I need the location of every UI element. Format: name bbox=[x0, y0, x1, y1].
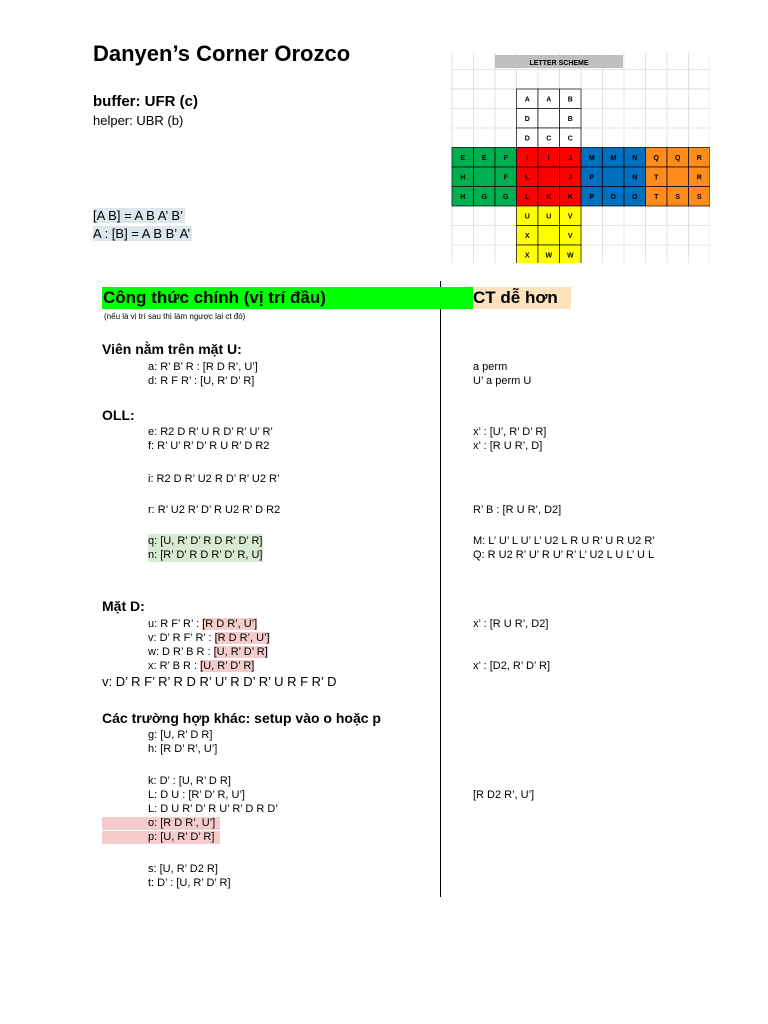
alg-t: t: D’ : [U, R’ D’ R] bbox=[148, 877, 231, 889]
middle-cell-2-2: G bbox=[503, 193, 509, 201]
bottom-cell-2-2: W bbox=[566, 252, 574, 260]
section-u-face-title: Viên nằm trên mặt U: bbox=[102, 341, 242, 357]
middle-cell-2-7: O bbox=[610, 193, 616, 201]
top-cell-2-1: C bbox=[546, 135, 552, 143]
alg-w: w: D R’ B R : [U, R’ D’ R] bbox=[148, 646, 268, 658]
alg-a-alt: a perm bbox=[473, 361, 508, 373]
middle-cell-0-3: I bbox=[526, 154, 529, 162]
middle-cell-1-10-bg bbox=[667, 167, 689, 187]
page-title: Danyen’s Corner Orozco bbox=[93, 41, 351, 66]
alg-d: d: R F R’ : [U, R’ D’ R] bbox=[148, 375, 255, 387]
middle-cell-2-8: O bbox=[632, 193, 638, 201]
alg-u-alt: x’ : [R U R’, D2] bbox=[473, 618, 549, 630]
middle-cell-0-10: Q bbox=[675, 154, 681, 162]
heading-note: (nếu là vị trí sau thì làm ngược lại ct đó) bbox=[104, 312, 246, 321]
top-cell-0-1: A bbox=[546, 96, 552, 104]
letter-cells bbox=[452, 89, 710, 263]
alg-l2: L: D U R’ D’ R U’ R’ D R D’ bbox=[148, 803, 278, 815]
middle-cell-2-0: H bbox=[460, 193, 466, 201]
middle-cell-0-8: N bbox=[632, 154, 638, 162]
letter-scheme-grid bbox=[451, 53, 710, 263]
top-cell-0-0: A bbox=[524, 96, 530, 104]
helper-label: helper: UBR (b) bbox=[93, 113, 184, 128]
alg-e: e: R2 D R’ U R D’ R’ U’ R’ bbox=[148, 426, 273, 438]
middle-cell-0-4: I bbox=[547, 154, 550, 162]
middle-cell-1-11: R bbox=[696, 174, 702, 182]
middle-cell-2-3: L bbox=[525, 193, 530, 201]
bottom-cell-0-1: U bbox=[546, 213, 552, 221]
middle-cell-0-0: E bbox=[460, 154, 466, 162]
alg-f-alt: x’ : [R U R’, D] bbox=[473, 440, 543, 452]
bottom-cell-0-0: U bbox=[524, 213, 530, 221]
middle-cell-2-1: G bbox=[481, 193, 487, 201]
alg-x-alt: x’ : [D2, R’ D’ R] bbox=[473, 660, 551, 672]
alg-i: i: R2 D R’ U2 R D’ R’ U2 R’ bbox=[148, 473, 280, 485]
middle-cell-2-9: T bbox=[654, 193, 659, 201]
bottom-cell-1-1-bg bbox=[538, 226, 560, 246]
alg-o: o: [R D R’, U’] bbox=[148, 817, 216, 829]
middle-cell-1-4-bg bbox=[538, 167, 560, 187]
top-cell-1-1-bg bbox=[538, 109, 560, 129]
middle-cell-2-10: S bbox=[675, 193, 681, 201]
alg-d-alt: U’ a perm U bbox=[473, 375, 532, 387]
middle-cell-1-0: H bbox=[460, 174, 466, 182]
middle-cell-0-1: E bbox=[481, 154, 487, 162]
section-d-face-title: Mặt D: bbox=[102, 598, 145, 614]
middle-cell-2-4: K bbox=[546, 193, 552, 201]
middle-cell-2-11: S bbox=[696, 193, 702, 201]
alg-e-alt: x’ : [U’, R’ D’ R] bbox=[473, 426, 547, 438]
middle-cell-1-2: F bbox=[503, 174, 508, 182]
alg-h: h: [R D’ R’, U’] bbox=[148, 743, 218, 755]
alg-u: u: R F’ R’ : [R D R’, U’] bbox=[148, 618, 258, 630]
alg-f: f: R’ U’ R’ D’ R U R’ D R2 bbox=[148, 440, 270, 452]
alg-g: g: [U, R’ D R] bbox=[148, 729, 213, 741]
middle-cell-1-3: L bbox=[525, 174, 530, 182]
top-cell-1-2: B bbox=[567, 115, 573, 123]
middle-cell-0-6: M bbox=[588, 154, 595, 162]
section-other-title: Các trường hợp khác: setup vào o hoặc p bbox=[102, 710, 381, 726]
middle-cell-2-6: P bbox=[589, 193, 595, 201]
top-cell-0-2: B bbox=[567, 96, 573, 104]
middle-cell-1-6: P bbox=[589, 174, 595, 182]
middle-cell-0-5: J bbox=[568, 154, 573, 162]
alg-q-alt: M: L’ U’ L U’ L’ U2 L R U R’ U R U2 R’ bbox=[473, 535, 655, 547]
bottom-cell-1-2: V bbox=[567, 232, 573, 240]
bottom-cell-1-0: X bbox=[524, 232, 530, 240]
column-divider bbox=[440, 281, 441, 897]
middle-cell-1-8: N bbox=[632, 174, 638, 182]
alg-v-long: v: D’ R F’ R’ R D R’ U’ R D’ R’ U R F R’ D bbox=[102, 674, 337, 689]
buffer-label: buffer: UFR (c) bbox=[93, 93, 198, 110]
top-cell-2-0: D bbox=[524, 135, 530, 143]
alg-n: n: [R’ D’ R D R’ D’ R, U] bbox=[148, 549, 263, 561]
middle-cell-0-9: Q bbox=[653, 154, 659, 162]
top-cell-2-2: C bbox=[567, 135, 573, 143]
middle-cell-1-5: J bbox=[568, 174, 573, 182]
alg-r: r: R’ U2 R’ D’ R U2 R’ D R2 bbox=[148, 504, 281, 516]
letter-scheme-title: LETTER SCHEME bbox=[529, 60, 589, 67]
alg-s: s: [U, R’ D2 R] bbox=[148, 863, 218, 875]
alg-q: q: [U, R’ D’ R D R’ D’ R] bbox=[148, 535, 263, 547]
alg-p: p: [U, R’ D’ R] bbox=[148, 831, 215, 843]
heading-easier-algorithms: CT dễ hơn bbox=[473, 287, 571, 309]
alg-n-alt: Q: R U2 R’ U’ R U’ R’ L’ U2 L U L’ U L bbox=[473, 549, 655, 561]
alg-v: v: D’ R F’ R’ : [R D R’, U’] bbox=[148, 632, 270, 644]
section-oll-title: OLL: bbox=[102, 407, 135, 423]
alg-r-alt: R’ B : [R U R’, D2] bbox=[473, 504, 562, 516]
alg-k: k: D’ : [U, R’ D R] bbox=[148, 775, 231, 787]
commutator-notation-2: A : [B] = A B B’ A’ bbox=[93, 226, 191, 241]
alg-l1: L: D U : [R’ D’ R, U’] bbox=[148, 789, 245, 801]
top-cell-1-0: D bbox=[524, 115, 530, 123]
bottom-cell-2-1: W bbox=[545, 252, 553, 260]
bottom-cell-0-2: V bbox=[567, 213, 573, 221]
alg-x: x: R’ B R : [U, R’ D’ R] bbox=[148, 660, 255, 672]
middle-cell-1-9: T bbox=[654, 174, 659, 182]
middle-cell-0-2: F bbox=[503, 154, 508, 162]
alg-l1-alt: [R D2 R’, U’] bbox=[473, 789, 535, 801]
alg-a: a: R’ B’ R : [R D R’, U’] bbox=[148, 361, 258, 373]
middle-cell-1-1-bg bbox=[474, 167, 496, 187]
middle-cell-0-11: R bbox=[696, 154, 702, 162]
middle-cell-2-5: K bbox=[567, 193, 573, 201]
middle-cell-0-7: M bbox=[610, 154, 617, 162]
bottom-cell-2-0: X bbox=[524, 252, 530, 260]
heading-main-algorithms: Công thức chính (vị trí đầu) bbox=[102, 287, 473, 309]
middle-cell-1-7-bg bbox=[603, 167, 625, 187]
commutator-notation-1: [A B] = A B A’ B’ bbox=[93, 208, 183, 223]
